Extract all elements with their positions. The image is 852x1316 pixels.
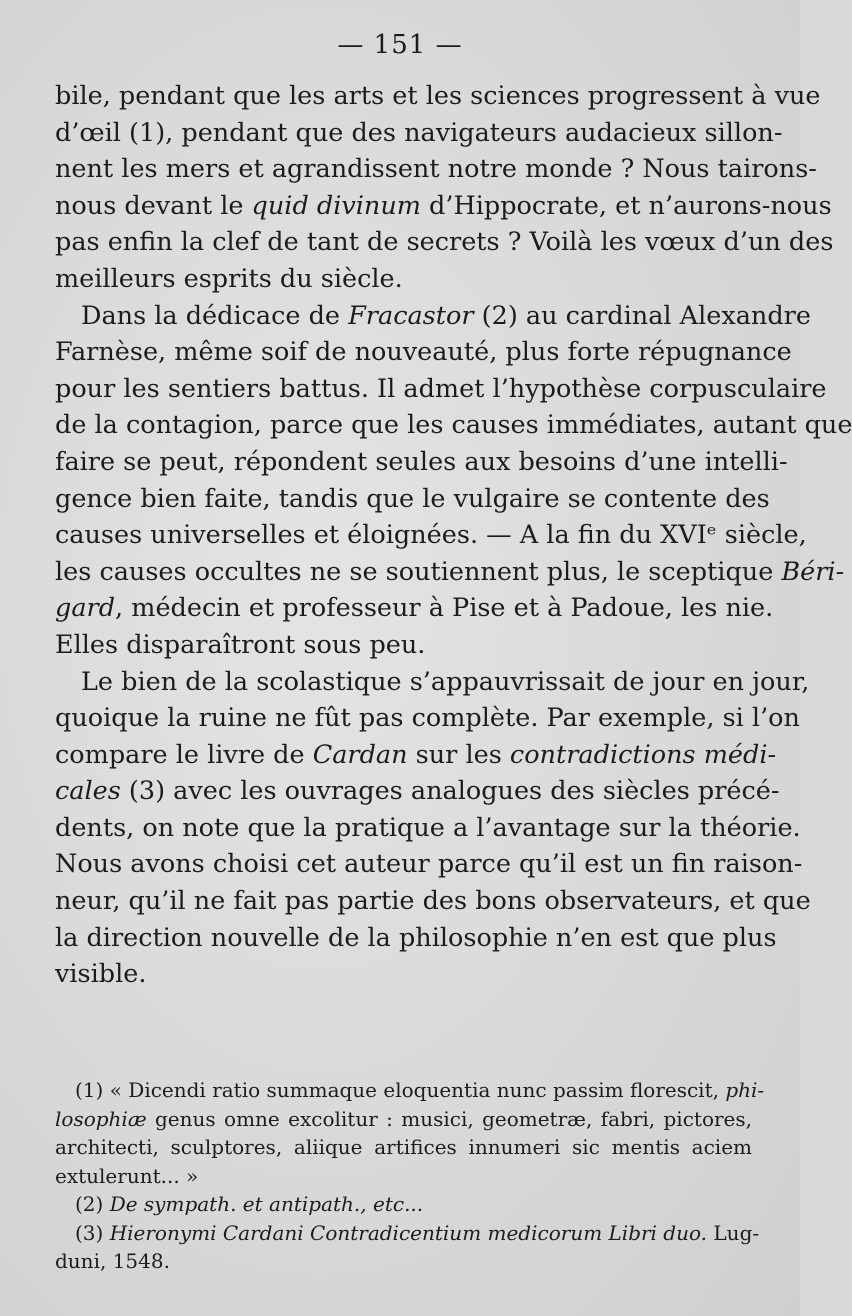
body-text	[55, 78, 852, 993]
footnote	[55, 1076, 765, 1190]
footnote-line: extulerunt... »	[55, 1163, 199, 1188]
paragraph	[55, 298, 852, 664]
text-line: nent les mers et agrandissent notre monde ? Nous tairons-	[55, 154, 817, 185]
text-line: visible.	[55, 959, 147, 990]
text-line: Le bien de la scolastique s’appauvrissait de jour en jour,	[81, 666, 810, 697]
text-line: Nous avons choisi cet auteur parce qu’il est un fin raison-	[55, 849, 803, 880]
text-line: les causes occultes ne se soutiennent plus, le sceptique Béri-	[55, 556, 845, 587]
text-line: de la contagion, parce que les causes immédiates, autant que	[55, 410, 852, 441]
footnote	[55, 1219, 760, 1276]
text-line: d’œil (1), pendant que des navigateurs audacieux sillon-	[55, 117, 783, 148]
text-line: neur, qu’il ne fait pas partie des bons observateurs, et que	[55, 886, 811, 917]
footnote-line: architecti, sculptores, aliique artifices innumeri sic mentis aciem	[55, 1135, 752, 1159]
text-line: quoique la ruine ne fût pas complète. Par exemple, si l’on	[55, 703, 800, 734]
page-number-header: — 151 —	[337, 30, 463, 60]
text-line: Elles disparaîtront sous peu.	[55, 629, 426, 660]
footnote-line: (1) « Dicendi ratio summaque eloquentia nunc passim florescit, phi-	[75, 1078, 765, 1102]
text-line: dents, on note que la pratique a l’avantage sur la théorie.	[55, 812, 801, 843]
footnote-line: losophiæ genus omne excolitur : musici, geometræ, fabri, pictores,	[55, 1106, 752, 1131]
text-line: bile, pendant que les arts et les sciences progressent à vue	[55, 81, 821, 111]
text-line: causes universelles et éloignées. — A la fin du XVIᵉ siècle,	[55, 520, 807, 551]
text-line: gence bien faite, tandis que le vulgaire se contente des	[55, 483, 770, 514]
text-line: nous devant le quid divinum d’Hippocrate, et n’aurons-nous	[55, 190, 832, 221]
footnote-line: (3) Hieronymi Cardani Contradicentium medicorum Libri duo. Lug-	[75, 1220, 760, 1245]
text-line: pas enfin la clef de tant de secrets ? Voilà les vœux d’un des	[55, 227, 834, 258]
text-line: gard, médecin et professeur à Pise et à Padoue, les nie.	[55, 593, 774, 624]
text-line: cales (3) avec les ouvrages analogues des siècles précé-	[55, 776, 780, 807]
text-line: compare le livre de Cardan sur les contradictions médi-	[55, 739, 777, 770]
footnote	[55, 1190, 752, 1219]
text-line: meilleurs esprits du siècle.	[55, 263, 403, 294]
text-line: faire se peut, répondent seules aux besoins d’une intelli-	[55, 446, 788, 477]
text-line: Farnèse, même soif de nouveauté, plus forte répugnance	[55, 337, 792, 368]
text-line: la direction nouvelle de la philosophie n’en est que plus	[55, 922, 777, 953]
text-line: Dans la dédicace de Fracastor (2) au cardinal Alexandre	[81, 300, 811, 331]
footnote-line: duni, 1548.	[55, 1249, 170, 1273]
text-line: pour les sentiers battus. Il admet l’hypothèse corpusculaire	[55, 373, 827, 404]
footnotes	[55, 1076, 765, 1276]
paragraph	[55, 78, 834, 298]
footnote-line: (2) De sympath. et antipath., etc...	[75, 1192, 424, 1216]
paragraph	[55, 664, 811, 993]
